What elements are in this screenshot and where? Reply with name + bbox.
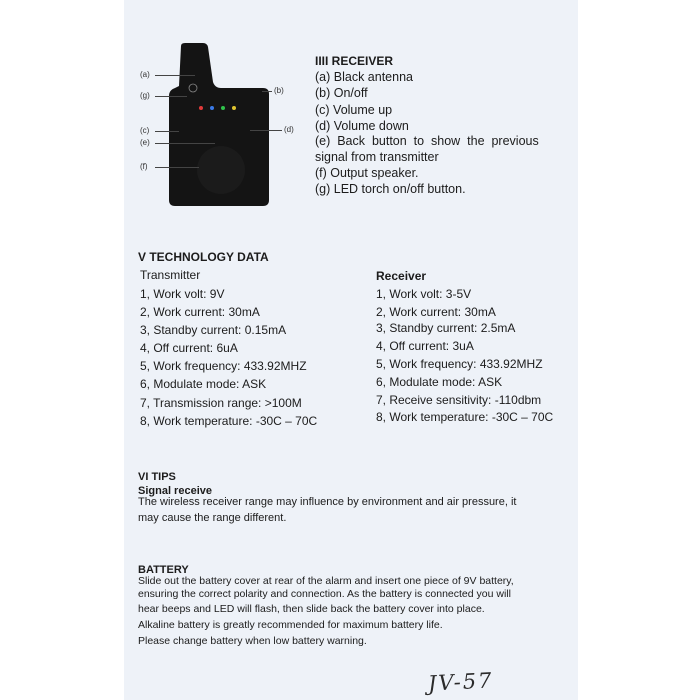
receiver-spec-1: 1, Work volt: 3-5V xyxy=(376,287,472,301)
receiver-section-title: IIII RECEIVER xyxy=(315,54,394,68)
receiver-spec-5: 5, Work frequency: 433.92MHZ xyxy=(376,357,543,371)
receiver-item-d: (d) Volume down xyxy=(315,119,409,133)
led-red xyxy=(199,106,203,110)
receiver-item-f: (f) Output speaker. xyxy=(315,166,419,180)
tips-line-2: may cause the range different. xyxy=(138,512,287,524)
transmitter-spec-2: 2, Work current: 30mA xyxy=(140,305,260,319)
diagram-label-f: (f) xyxy=(140,162,148,171)
transmitter-spec-3: 3, Standby current: 0.15mA xyxy=(140,323,287,337)
leader-line-c xyxy=(155,131,179,132)
led-yellow xyxy=(232,106,236,110)
battery-line-5: Please change battery when low battery warning. xyxy=(138,635,367,647)
leader-line-d xyxy=(250,130,282,131)
diagram-label-e: (e) xyxy=(140,138,150,147)
transmitter-spec-5: 5, Work frequency: 433.92MHZ xyxy=(140,359,307,373)
diagram-label-a: (a) xyxy=(140,70,150,79)
transmitter-spec-1: 1, Work volt: 9V xyxy=(140,287,225,301)
handwritten-note: JV-57 xyxy=(427,668,495,696)
tips-subtitle: Signal receive xyxy=(138,485,212,497)
tips-section-title: VI TIPS xyxy=(138,471,176,483)
transmitter-spec-4: 4, Off current: 6uA xyxy=(140,341,238,355)
battery-section-title: BATTERY xyxy=(138,564,189,576)
leader-line-b xyxy=(262,91,272,92)
led-green xyxy=(221,106,225,110)
tips-line-1: The wireless receiver range may influence by environment and air pressure, it xyxy=(138,496,517,508)
receiver-item-e: (e) Back button to show the previous xyxy=(315,134,539,148)
transmitter-heading: Transmitter xyxy=(140,268,201,282)
leader-line-e xyxy=(155,143,215,144)
receiver-item-c: (c) Volume up xyxy=(315,103,393,117)
battery-line-1: Slide out the battery cover at rear of the alarm and insert one piece of 9V battery, xyxy=(138,575,514,587)
battery-line-4: Alkaline battery is greatly recommended for maximum battery life. xyxy=(138,619,443,631)
led-blue xyxy=(210,106,214,110)
leader-line-g xyxy=(155,96,187,97)
receiver-spec-6: 6, Modulate mode: ASK xyxy=(376,375,503,389)
transmitter-spec-6: 6, Modulate mode: ASK xyxy=(140,377,267,391)
diagram-label-d: (d) xyxy=(284,125,294,134)
receiver-spec-3: 3, Standby current: 2.5mA xyxy=(376,321,516,335)
receiver-spec-7: 7, Receive sensitivity: -110dbm xyxy=(376,393,542,407)
receiver-spec-4: 4, Off current: 3uA xyxy=(376,339,474,353)
diagram-label-c: (c) xyxy=(140,126,150,135)
transmitter-spec-7: 7, Transmission range: >100M xyxy=(140,396,302,410)
receiver-spec-heading: Receiver xyxy=(376,269,427,283)
leader-line-f xyxy=(155,167,199,168)
leader-line-a xyxy=(155,75,195,76)
battery-line-3: hear beeps and LED will flash, then slide back the battery cover into place. xyxy=(138,603,485,615)
receiver-device-illustration xyxy=(165,40,275,210)
diagram-label-b: (b) xyxy=(274,86,284,95)
receiver-item-b: (b) On/off xyxy=(315,86,368,100)
receiver-item-e-cont: signal from transmitter xyxy=(315,150,439,164)
receiver-spec-2: 2, Work current: 30mA xyxy=(376,305,496,319)
receiver-spec-8: 8, Work temperature: -30C – 70C xyxy=(376,410,554,424)
tech-section-title: V TECHNOLOGY DATA xyxy=(138,250,269,264)
receiver-item-g: (g) LED torch on/off button. xyxy=(315,182,466,196)
diagram-label-g: (g) xyxy=(140,91,150,100)
battery-line-2: ensuring the correct polarity and connection. As the battery is connected you will xyxy=(138,588,511,600)
receiver-item-a: (a) Black antenna xyxy=(315,70,413,84)
transmitter-spec-8: 8, Work temperature: -30C – 70C xyxy=(140,414,318,428)
